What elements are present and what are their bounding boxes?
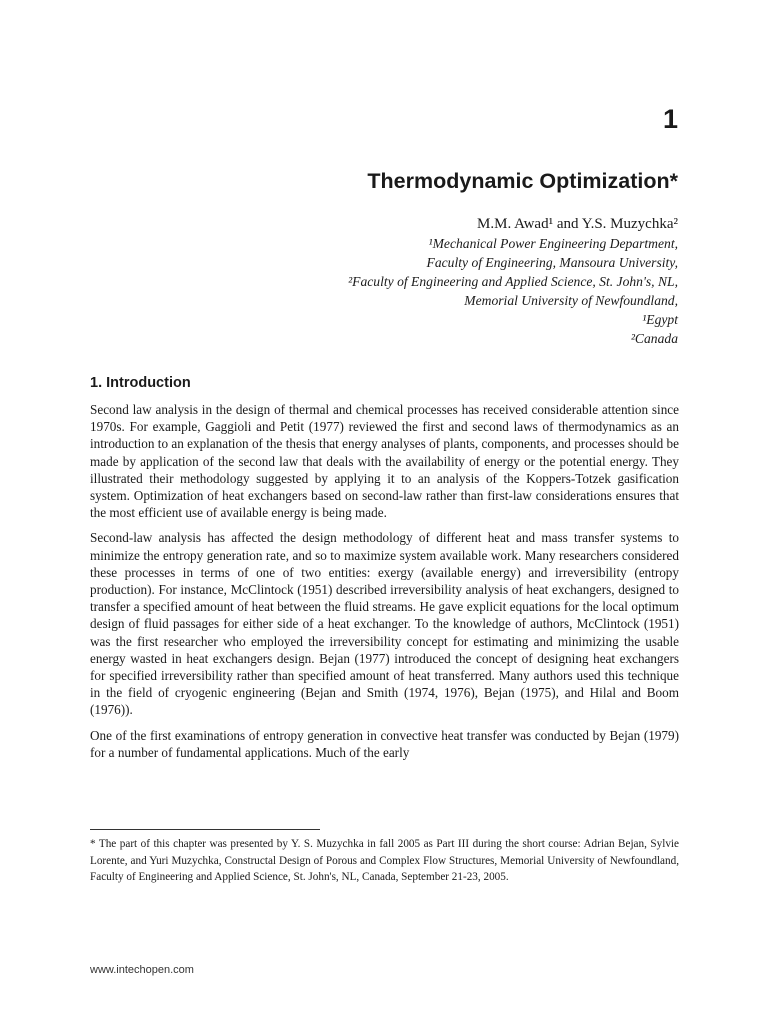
affiliation-line: Faculty of Engineering, Mansoura University, — [426, 255, 678, 270]
footnote: * The part of this chapter was presented by Y. S. Muzychka in fall 2005 as Part III during the short course: Adrian Bejan, Sylvie Lorente, and Yuri Muzychka, Constructal Design of Porous and Complex Flow Structures, Memorial University of Newfoundland, Faculty of Engineering and Applied Science, St. John's, NL, Canada, September 21-23, 2005. — [90, 838, 679, 884]
author-names: M.M. Awad¹ and Y.S. Muzychka² — [477, 216, 678, 232]
chapter-number: 1 — [662, 104, 678, 134]
affiliation-line: ²Canada — [630, 331, 678, 346]
author-block — [348, 214, 678, 348]
footnote-divider — [90, 829, 320, 830]
affiliation-line: ¹Mechanical Power Engineering Department, — [428, 236, 678, 251]
chapter-title: Thermodynamic Optimization* — [367, 169, 678, 193]
body-paragraph: One of the first examinations of entropy generation in convective heat transfer was conducted by Bejan (1979) for a number of fundamental applications. Much of the early — [90, 727, 679, 760]
affiliation-line: Memorial University of Newfoundland, — [464, 293, 678, 308]
body-paragraph: Second-law analysis has affected the design methodology of different heat and mass transfer systems to minimize the entropy generation rate, and so to maximize system available work. Many researchers considered these processes in terms of one of two entities: exergy (available energy) and irreversibility (entropy production). For instance, McClintock (1951) described irreversibility analysis of heat exchangers, designed to transfer a specified amount of heat between the fluid streams. He gave explicit equations for the local optimum design of fluid passages for either side of a heat exchanger. To the knowledge of authors, McClintock (1951) was the first researcher who employed the irreversibility concept for estimating and minimizing the usable energy wasted in heat exchangers design. Bejan (1977) introduced the concept of designing heat exchangers for specified irreversibility rather than specified amount of heat transferred. Many authors used this technique in the field of cryogenic engineering (Bejan and Smith (1974, 1976), Bejan (1975), and Hilal and Boom (1976)). — [90, 530, 679, 718]
body-paragraph: Second law analysis in the design of thermal and chemical processes has received considerable attention since 1970s. For example, Gaggioli and Petit (1977) reviewed the first and second laws of thermodynamics as an introduction to an explanation of the thesis that energy analyses of plants, components, and processes should be made by application of the second law that deals with the availability of energy or the potential energy. They illustrated their methodology suggested by applying it to an analysis of the Koppers-Totzek gasification system. Optimization of heat exchangers based on second-law rather than first-law considerations ensures that the most efficient use of available energy is being made. — [90, 402, 679, 521]
main-content — [90, 375, 679, 769]
section-heading: 1. Introduction — [90, 375, 191, 391]
footer-url: www.intechopen.com — [90, 964, 194, 976]
affiliation-line: ²Faculty of Engineering and Applied Science, St. John's, NL, — [348, 274, 678, 289]
affiliation-line: ¹Egypt — [642, 312, 678, 327]
